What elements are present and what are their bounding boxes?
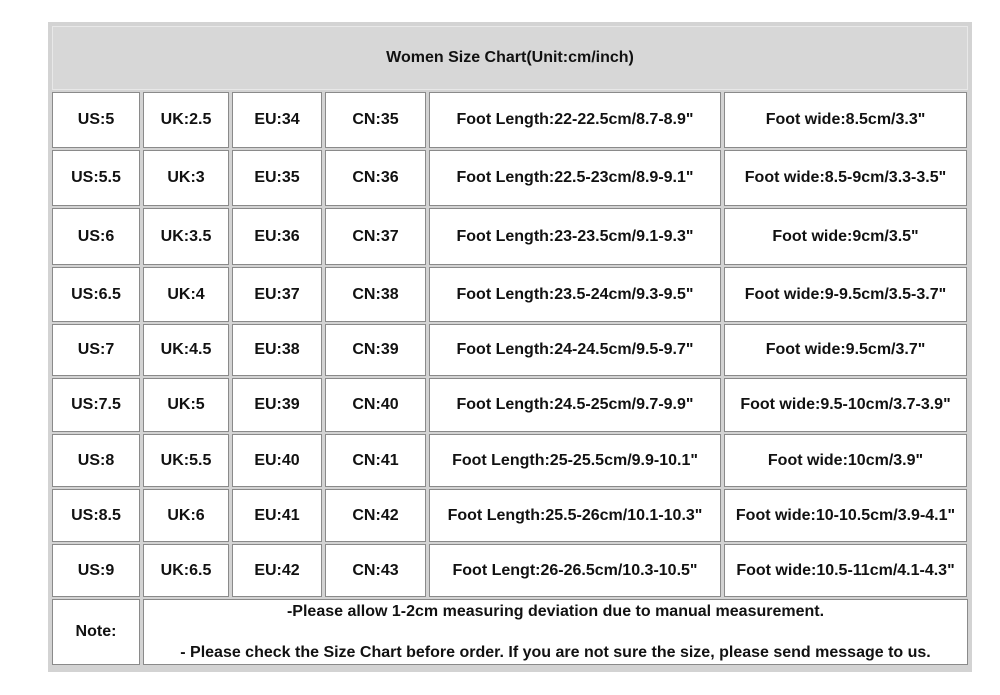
cn-size-cell: CN:41	[325, 434, 426, 487]
eu-size-cell: EU:39	[232, 378, 322, 432]
eu-size-cell: EU:36	[232, 208, 322, 265]
us-size-cell: US:8.5	[52, 489, 140, 542]
cn-size-cell: CN:39	[325, 324, 426, 376]
cn-size-cell: CN:35	[325, 92, 426, 148]
foot-length-cell: Foot Lengt:26-26.5cm/10.3-10.5"	[429, 544, 721, 597]
us-size-cell: US:6.5	[52, 267, 140, 322]
chart-title: Women Size Chart(Unit:cm/inch)	[52, 26, 968, 90]
foot-length-cell: Foot Length:23-23.5cm/9.1-9.3"	[429, 208, 721, 265]
foot-length-cell: Foot Length:24-24.5cm/9.5-9.7"	[429, 324, 721, 376]
foot-width-cell: Foot wide:9-9.5cm/3.5-3.7"	[724, 267, 967, 322]
uk-size-cell: UK:3	[143, 150, 229, 206]
size-chart-table	[48, 22, 972, 672]
cn-size-cell: CN:42	[325, 489, 426, 542]
uk-size-cell: UK:6	[143, 489, 229, 542]
foot-length-cell: Foot Length:25.5-26cm/10.1-10.3"	[429, 489, 721, 542]
foot-width-cell: Foot wide:8.5-9cm/3.3-3.5"	[724, 150, 967, 206]
uk-size-cell: UK:3.5	[143, 208, 229, 265]
uk-size-cell: UK:2.5	[143, 92, 229, 148]
eu-size-cell: EU:34	[232, 92, 322, 148]
eu-size-cell: EU:42	[232, 544, 322, 597]
foot-length-cell: Foot Length:22-22.5cm/8.7-8.9"	[429, 92, 721, 148]
eu-size-cell: EU:38	[232, 324, 322, 376]
us-size-cell: US:5.5	[52, 150, 140, 206]
cn-size-cell: CN:43	[325, 544, 426, 597]
foot-width-cell: Foot wide:10.5-11cm/4.1-4.3"	[724, 544, 967, 597]
us-size-cell: US:7.5	[52, 378, 140, 432]
eu-size-cell: EU:37	[232, 267, 322, 322]
foot-width-cell: Foot wide:9.5cm/3.7"	[724, 324, 967, 376]
uk-size-cell: UK:6.5	[143, 544, 229, 597]
cn-size-cell: CN:36	[325, 150, 426, 206]
uk-size-cell: UK:4.5	[143, 324, 229, 376]
uk-size-cell: UK:5	[143, 378, 229, 432]
foot-width-cell: Foot wide:9.5-10cm/3.7-3.9"	[724, 378, 967, 432]
note-line-measuring-deviation: -Please allow 1-2cm measuring deviation due to manual measurement.	[286, 603, 825, 620]
us-size-cell: US:9	[52, 544, 140, 597]
us-size-cell: US:5	[52, 92, 140, 148]
foot-width-cell: Foot wide:8.5cm/3.3"	[724, 92, 967, 148]
note-text	[143, 599, 968, 665]
foot-length-cell: Foot Length:22.5-23cm/8.9-9.1"	[429, 150, 721, 206]
cn-size-cell: CN:40	[325, 378, 426, 432]
foot-length-cell: Foot Length:24.5-25cm/9.7-9.9"	[429, 378, 721, 432]
eu-size-cell: EU:35	[232, 150, 322, 206]
foot-length-cell: Foot Length:25-25.5cm/9.9-10.1"	[429, 434, 721, 487]
note-line-check-size-chart: - Please check the Size Chart before order. If you are not sure the size, please send message to us.	[180, 644, 931, 661]
cn-size-cell: CN:38	[325, 267, 426, 322]
uk-size-cell: UK:4	[143, 267, 229, 322]
note-label: Note:	[52, 599, 140, 665]
uk-size-cell: UK:5.5	[143, 434, 229, 487]
us-size-cell: US:6	[52, 208, 140, 265]
us-size-cell: US:8	[52, 434, 140, 487]
foot-length-cell: Foot Length:23.5-24cm/9.3-9.5"	[429, 267, 721, 322]
cn-size-cell: CN:37	[325, 208, 426, 265]
foot-width-cell: Foot wide:10cm/3.9"	[724, 434, 967, 487]
foot-width-cell: Foot wide:10-10.5cm/3.9-4.1"	[724, 489, 967, 542]
us-size-cell: US:7	[52, 324, 140, 376]
eu-size-cell: EU:40	[232, 434, 322, 487]
foot-width-cell: Foot wide:9cm/3.5"	[724, 208, 967, 265]
eu-size-cell: EU:41	[232, 489, 322, 542]
